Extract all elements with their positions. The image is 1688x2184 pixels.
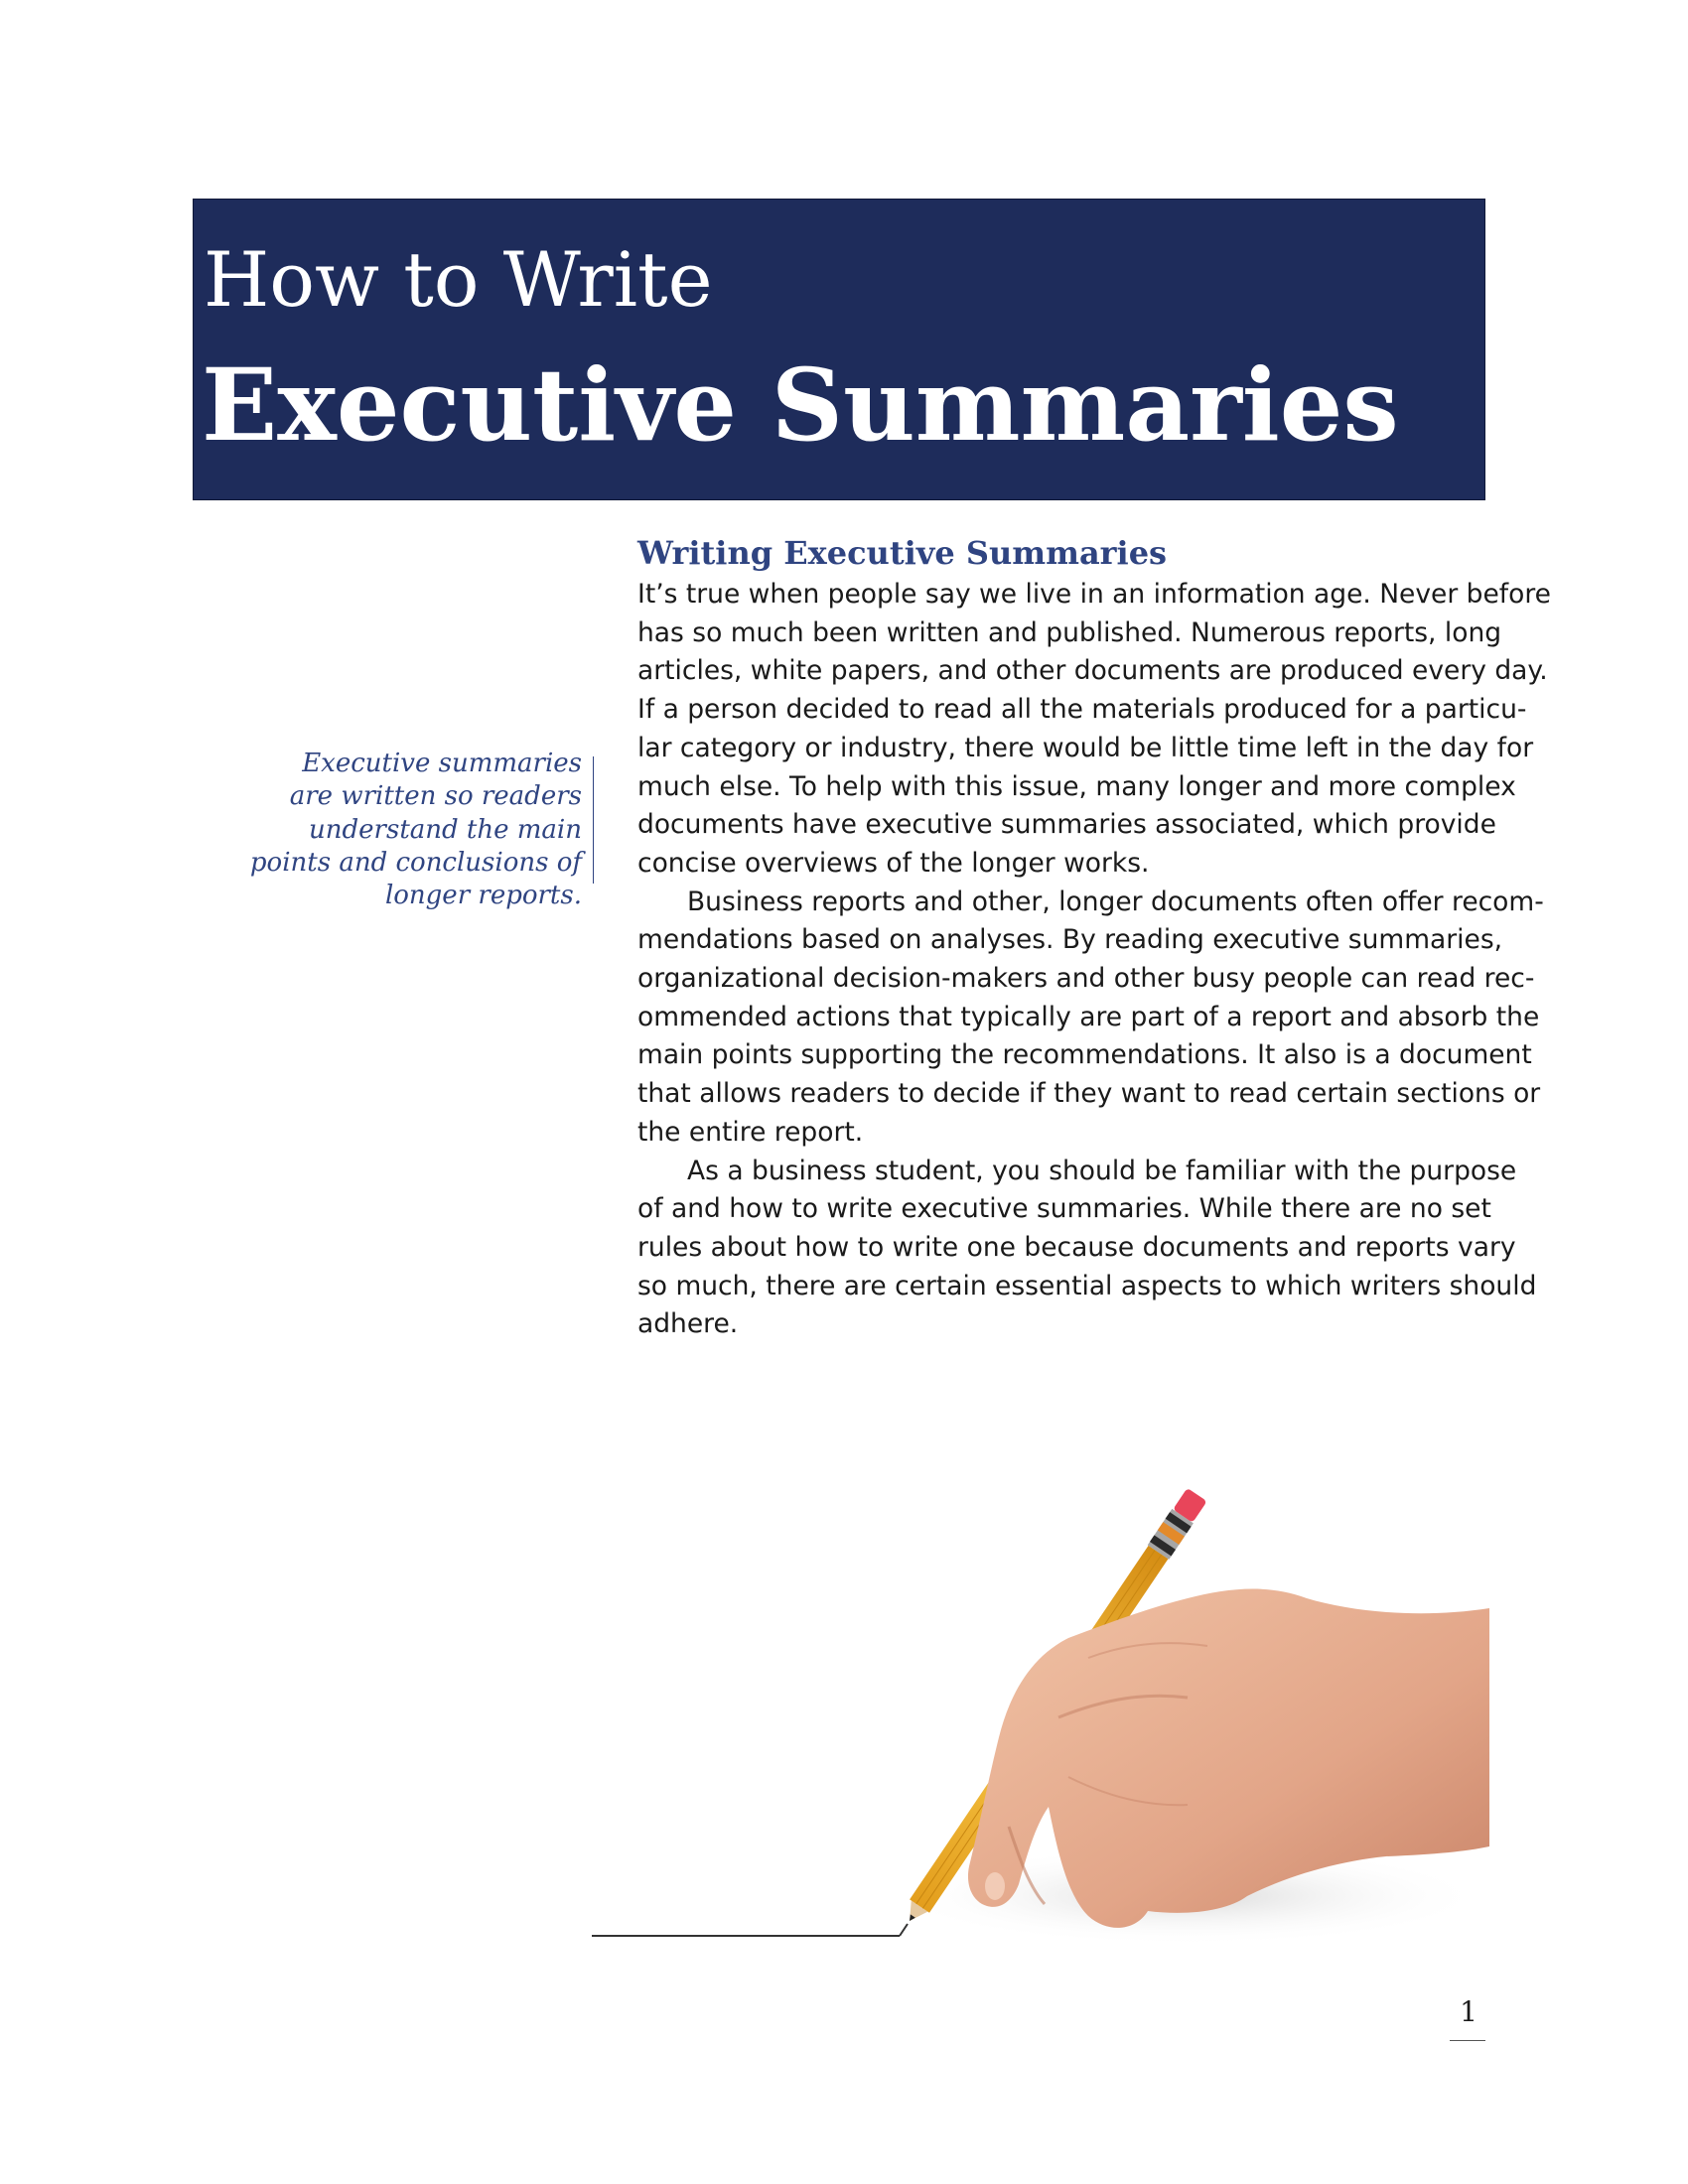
body-text: [637, 576, 1551, 1344]
pull-quote: [238, 748, 582, 912]
paragraph-1-line: articles, white papers, and other documents are produced every day.: [637, 655, 1548, 687]
title-line-2: Executive Summaries: [202, 346, 1399, 464]
paragraph-3-line: rules about how to write one because documents and reports vary: [637, 1231, 1516, 1263]
paragraph-2-line: Business reports and other, longer documents often offer recom-: [687, 886, 1544, 917]
page-number-rule: [1450, 2040, 1485, 2041]
title-line-1: How to Write: [204, 235, 713, 324]
section-heading: Writing Executive Summaries: [637, 534, 1168, 572]
pull-quote-divider: [593, 756, 594, 884]
paragraph-1-line: has so much been written and published. Numerous reports, long: [637, 616, 1502, 648]
page-number: 1: [1460, 1995, 1477, 2028]
paragraph-1-line: documents have executive summaries associated, which provide: [637, 809, 1496, 841]
pull-quote-line: understand the main: [309, 814, 582, 845]
paragraph-3-line: As a business student, you should be familiar with the purpose: [687, 1155, 1517, 1186]
paragraph-2-line: that allows readers to decide if they want to read certain sections or: [637, 1078, 1541, 1110]
paragraph-1-line: much else. To help with this issue, many longer and more complex: [637, 770, 1516, 802]
paragraph-1-line: It’s true when people say we live in an information age. Never before: [637, 579, 1551, 610]
paragraph-2-line: mendations based on analyses. By reading executive summaries,: [637, 924, 1503, 956]
title-banner: [193, 199, 1485, 500]
paragraph-2-line: ommended actions that typically are part of a report and absorb the: [637, 1001, 1540, 1032]
paragraph-2-line: the entire report.: [637, 1116, 864, 1148]
paragraph-3-line: adhere.: [637, 1308, 739, 1340]
paragraph-2-line: main points supporting the recommendations. It also is a document: [637, 1039, 1532, 1071]
paragraph-1-line: lar category or industry, there would be little time left in the day for: [637, 732, 1534, 763]
hand-writing-with-pencil-icon: [592, 1360, 1489, 1956]
paragraph-3-line: of and how to write executive summaries. While there are no set: [637, 1193, 1491, 1225]
pull-quote-line: Executive summaries: [302, 749, 582, 778]
pull-quote-line: points and conclusions of: [249, 847, 582, 878]
paragraph-1-line: concise overviews of the longer works.: [637, 847, 1150, 879]
pull-quote-line: are written so readers: [289, 781, 582, 812]
paragraph-2-line: organizational decision-makers and other busy people can read rec-: [637, 963, 1535, 995]
paragraph-1-line: If a person decided to read all the materials produced for a particu-: [637, 694, 1527, 726]
paragraph-3-line: so much, there are certain essential aspects to which writers should: [637, 1270, 1537, 1301]
pull-quote-line: longer reports.: [384, 881, 582, 911]
